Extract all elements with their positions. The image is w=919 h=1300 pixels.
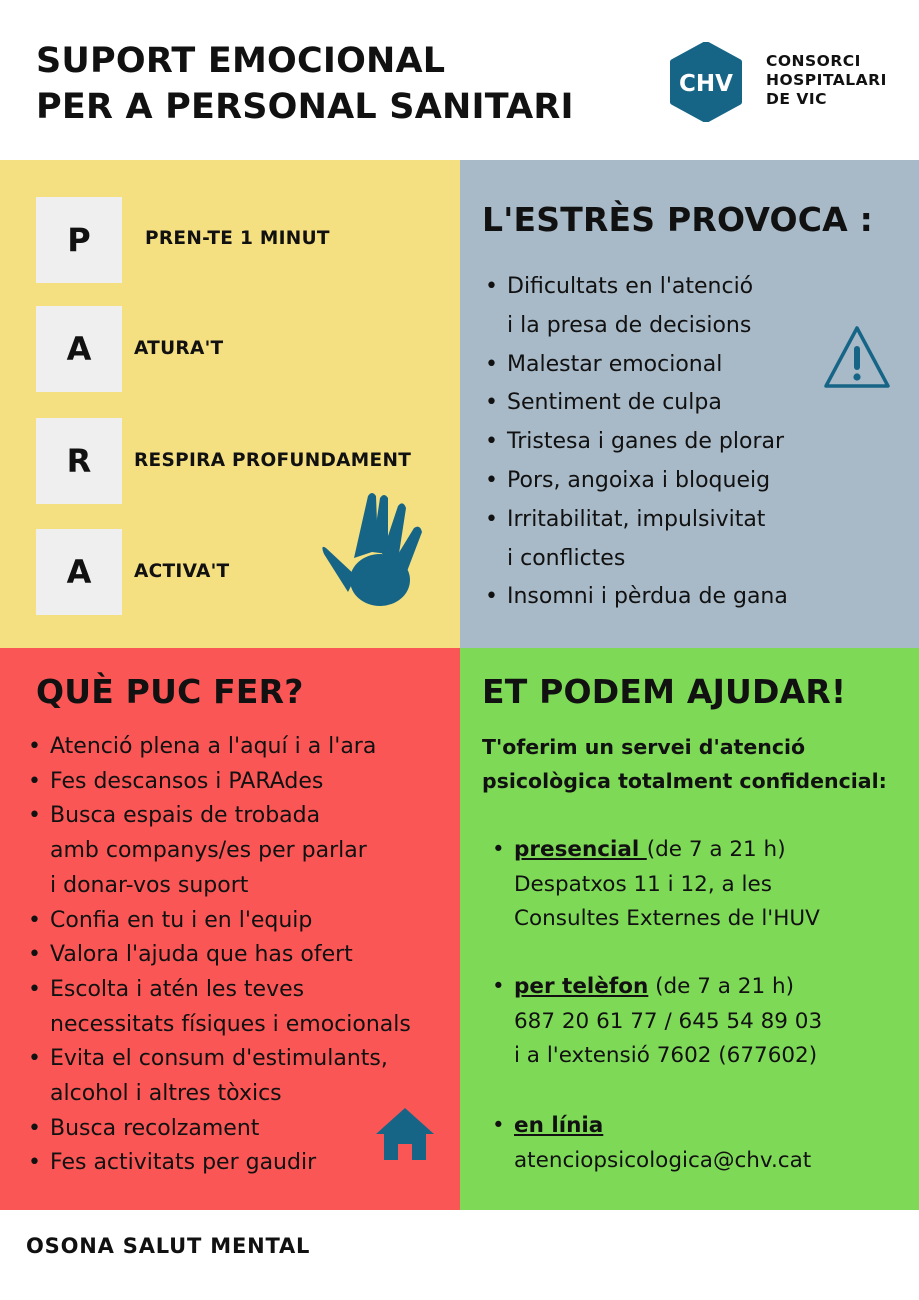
list-item: • Atenció plena a l'aquí i a l'ara	[28, 730, 411, 765]
logo-line-1: CONSORCI	[766, 52, 861, 70]
para-label-a1: ATURA'T	[134, 338, 224, 359]
para-letter-a1: A	[36, 306, 122, 392]
para-letter-a2: A	[36, 529, 122, 615]
stress-title: L'ESTRÈS PROVOCA :	[482, 200, 873, 239]
help-intro-line-1: T'oferim un servei d'atenció	[482, 735, 806, 759]
list-item: • Busca espais de trobada amb companys/es per parlar i donar-vos suport	[28, 799, 411, 903]
list-item: • Dificultats en l'atenció i la presa de decisions	[485, 268, 788, 346]
list-item: • Escolta i atén les teves necessitats físiques i emocionals	[28, 973, 411, 1042]
help-intro	[482, 730, 887, 798]
help-intro-line-2: psicològica totalment confidencial:	[482, 769, 887, 793]
online-link[interactable]: en línia	[514, 1113, 604, 1138]
list-item: • Fes activitats per gaudir	[28, 1146, 411, 1181]
what-to-do-list	[28, 730, 411, 1181]
house-icon	[374, 1106, 436, 1162]
warning-icon	[822, 324, 892, 390]
list-item: • Pors, angoixa i bloqueig	[485, 462, 788, 501]
logo-text	[766, 52, 887, 109]
logo-mark: CHV	[679, 71, 733, 97]
footer-text: OSONA SALUT MENTAL	[26, 1234, 311, 1258]
handprint-icon	[318, 488, 428, 612]
logo-line-3: DE VIC	[766, 90, 827, 108]
in-person-link[interactable]: presencial	[514, 837, 647, 862]
list-item: • Malestar emocional	[485, 346, 788, 385]
phone-link[interactable]: per telèfon	[514, 974, 649, 999]
help-online	[492, 1109, 811, 1178]
help-phone: • per telèfon (de 7 a 21 h) 687 20 61 77 / 645 54 89 03 i a l'extensió 7602 (677602)	[492, 970, 822, 1074]
title-line-2: PER A PERSONAL SANITARI	[36, 87, 574, 127]
list-item: • Fes descansos i PARAdes	[28, 765, 411, 800]
logo-line-2: HOSPITALARI	[766, 71, 887, 89]
para-label-p: PREN-TE 1 MINUT	[145, 228, 330, 249]
email-link[interactable]: atenciopsicologica@chv.cat	[514, 1147, 812, 1173]
chv-logo-icon	[666, 42, 746, 122]
para-label-r: RESPIRA PROFUNDAMENT	[134, 450, 412, 471]
stress-list	[485, 268, 788, 617]
para-letter-p: P	[36, 197, 122, 283]
list-item: • Tristesa i ganes de plorar	[485, 423, 788, 462]
what-to-do-title: QUÈ PUC FER?	[36, 672, 304, 711]
list-item: • Evita el consum d'estimulants, alcohol i altres tòxics	[28, 1042, 411, 1111]
list-item: • Valora l'ajuda que has ofert	[28, 938, 411, 973]
para-letter-r: R	[36, 418, 122, 504]
help-in-person: • presencial (de 7 a 21 h) Despatxos 11 i 12, a les Consultes Externes de l'HUV	[492, 833, 820, 937]
list-item: • Insomni i pèrdua de gana	[485, 578, 788, 617]
title-line-1: SUPORT EMOCIONAL	[36, 41, 446, 81]
list-item: • Busca recolzament	[28, 1112, 411, 1147]
list-item: • Confia en tu i en l'equip	[28, 904, 411, 939]
list-item: • Irritabilitat, impulsivitat i conflictes	[485, 501, 788, 579]
para-label-a2: ACTIVA'T	[134, 561, 230, 582]
list-item: • Sentiment de culpa	[485, 384, 788, 423]
help-title: ET PODEM AJUDAR!	[482, 672, 847, 711]
page-title	[36, 38, 574, 130]
